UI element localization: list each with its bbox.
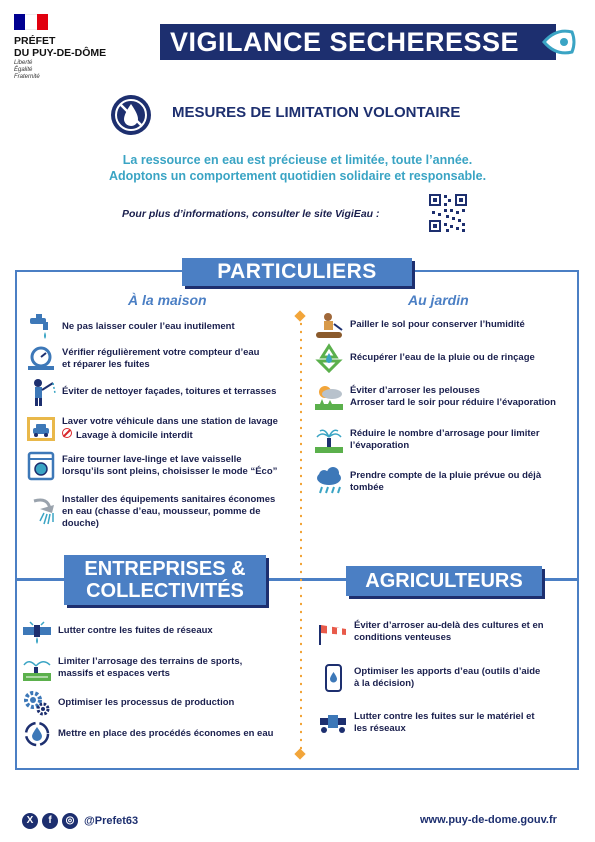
item-text: les réseaux — [354, 723, 406, 734]
list-item — [314, 343, 535, 373]
item-text: Lutter contre les fuites sur le matériel et — [354, 711, 535, 722]
page-subtitle: MESURES DE LIMITATION VOLONTAIRE — [172, 104, 461, 121]
item-text: en eau (chasse d’eau, mousseur, pomme de — [62, 506, 261, 517]
lawn-icon — [314, 382, 344, 412]
rain-cloud-icon — [314, 467, 344, 497]
item-text: et réparer les fuites — [62, 359, 150, 370]
intro-line: La ressource en eau est précieuse et limitée, toute l’année. — [122, 153, 473, 167]
section-title-particuliers: PARTICULIERS — [182, 258, 412, 286]
website-link[interactable]: www.puy-de-dome.gouv.fr — [420, 814, 557, 826]
tap-icon — [26, 312, 56, 342]
shower-icon — [26, 497, 56, 527]
list-item — [314, 467, 541, 497]
prohibition-note — [62, 428, 278, 442]
item-text: Laver votre véhicule dans une station de lavage — [62, 416, 278, 427]
item-text: Réduire le nombre d’arrosage pour limiter — [350, 428, 540, 439]
vigieau-info: Pour plus d’informations, consulter le site VigiEau : — [122, 208, 380, 220]
pressure-washer-icon — [26, 377, 56, 407]
prohibited-icon — [62, 428, 72, 438]
list-item — [314, 425, 540, 455]
qr-code[interactable] — [428, 193, 468, 233]
section-title-line: COLLECTIVITÉS — [86, 580, 244, 602]
list-item — [314, 382, 556, 412]
item-text: Optimiser les apports d’eau (outils d’aide — [354, 666, 541, 677]
item-text: Optimiser les processus de production — [58, 697, 235, 708]
list-item — [314, 310, 525, 340]
item-text: Éviter d’arroser au-delà des cultures et en — [354, 620, 544, 631]
item-text: Faire tourner lave-linge et lave vaisselle — [62, 454, 242, 465]
list-item — [26, 312, 235, 342]
section-title-line: ENTREPRISES & — [84, 558, 246, 580]
subheading-maison: À la maison — [128, 292, 207, 308]
item-text: conditions venteuses — [354, 632, 452, 643]
item-text: lorsqu’ils sont pleins, choisisser le mode “Éco” — [62, 466, 278, 477]
pipe-leak-icon — [22, 616, 52, 646]
stadium-sprinkler-icon — [22, 653, 52, 683]
water-drop-icon — [542, 26, 578, 58]
x-twitter-icon[interactable]: X — [22, 813, 38, 829]
social-handle[interactable]: @Prefet63 — [84, 815, 139, 827]
republic-motto: Liberté Égalité Fraternité — [14, 60, 40, 80]
item-text: Mettre en place des procédés économes en eau — [58, 728, 274, 739]
item-text: l’évaporation — [350, 440, 410, 451]
washing-machine-icon — [26, 451, 56, 481]
windsock-icon — [318, 617, 348, 647]
intro-text — [0, 152, 595, 184]
list-item — [22, 616, 213, 646]
recycle-water-icon — [314, 343, 344, 373]
mulch-icon — [314, 310, 344, 340]
item-text: Prendre compte de la pluie prévue ou déjà — [350, 470, 542, 481]
item-text: Installer des équipements sanitaires économes — [62, 494, 276, 505]
list-item — [318, 708, 535, 738]
item-text: à la décision) — [354, 678, 415, 689]
instagram-icon[interactable]: ◎ — [62, 813, 78, 829]
water-cycle-icon — [22, 719, 52, 749]
section-title-entreprises — [64, 555, 266, 605]
irrigation-pipe-icon — [318, 708, 348, 738]
meter-icon — [26, 344, 56, 374]
intro-line: Adoptons un comportement quotidien solidaire et responsable. — [108, 169, 487, 183]
phone-drop-icon — [318, 663, 348, 693]
item-text: Ne pas laisser couler l’eau inutilement — [62, 321, 235, 332]
gears-icon — [22, 688, 52, 718]
item-text: Vérifier régulièrement votre compteur d’eau — [62, 347, 260, 358]
list-item — [26, 451, 277, 481]
list-item — [22, 719, 273, 749]
item-text: douche) — [62, 518, 99, 529]
item-text: Éviter d’arroser les pelouses — [350, 385, 480, 396]
list-item — [22, 688, 234, 718]
item-text: Éviter de nettoyer façades, toitures et terrasses — [62, 386, 277, 397]
list-item — [26, 494, 275, 530]
list-item — [26, 344, 259, 374]
prefecture-name: PRÉFET DU PUY-DE-DÔME — [14, 35, 107, 59]
list-item — [26, 414, 278, 444]
page-title: VIGILANCE SECHERESSE — [160, 24, 556, 60]
sprinkler-icon — [314, 425, 344, 455]
no-water-icon — [110, 94, 152, 136]
item-text: Limiter l’arrosage des terrains de sports, — [58, 656, 243, 667]
list-item — [318, 663, 540, 693]
french-flag-logo — [14, 14, 48, 30]
prohibition-text: Lavage à domicile interdit — [76, 430, 193, 441]
list-item — [26, 377, 276, 407]
section-title-agriculteurs: AGRICULTEURS — [346, 566, 542, 596]
column-divider — [300, 320, 302, 750]
list-item — [318, 617, 544, 647]
item-text: massifs et espaces verts — [58, 668, 170, 679]
facebook-icon[interactable]: f — [42, 813, 58, 829]
item-text: tombée — [350, 482, 384, 493]
item-text: Pailler le sol pour conserver l’humidité — [350, 319, 525, 330]
item-text: Arroser tard le soir pour réduire l’évaporation — [350, 397, 556, 408]
subheading-jardin: Au jardin — [408, 292, 469, 308]
item-text: Récupérer l’eau de la pluie ou de rinçage — [350, 352, 535, 363]
car-wash-icon — [26, 414, 56, 444]
social-links — [22, 813, 138, 829]
list-item — [22, 653, 242, 683]
item-text: Lutter contre les fuites de réseaux — [58, 625, 213, 636]
